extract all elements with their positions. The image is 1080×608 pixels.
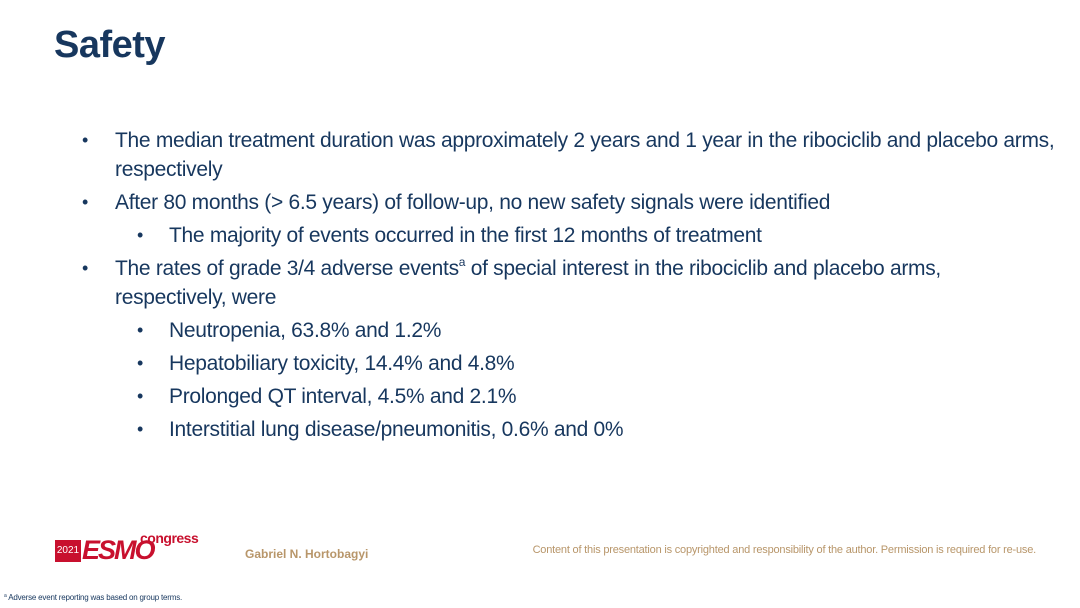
footnote-text: Adverse event reporting was based on group terms.	[8, 593, 183, 602]
bullet-text: After 80 months (> 6.5 years) of follow-up, no new safety signals were identified	[115, 191, 831, 214]
bullet-text-after: of special interest in the ribociclib and placebo arms,	[465, 257, 941, 280]
bullet-text: The majority of events occurred in the first 12 months of treatment	[169, 224, 762, 247]
bullet-marker: •	[82, 130, 89, 150]
esmo-congress-logo	[55, 530, 199, 567]
sub-bullet-hepatobiliary	[0, 349, 1060, 378]
bullet-text-continued: respectively	[115, 158, 223, 181]
bullet-follow-up	[0, 188, 1060, 217]
sub-bullet-first-12-months	[0, 221, 1060, 250]
bullet-text: Hepatobiliary toxicity, 14.4% and 4.8%	[169, 352, 515, 375]
bullet-marker: •	[137, 419, 144, 439]
bullet-text: The median treatment duration was approximately 2 years and 1 year in the ribociclib and placebo arms,	[115, 129, 1055, 152]
bullet-text: Prolonged QT interval, 4.5% and 2.1%	[169, 385, 517, 408]
sub-bullet-lung-disease	[0, 415, 1060, 444]
bullet-text: The rates of grade 3/4 adverse events	[115, 257, 459, 280]
logo-esmo: ESMO	[82, 535, 154, 565]
bullet-marker: •	[137, 225, 144, 245]
bullet-adverse-event-rates	[0, 254, 1060, 312]
bullet-text-continued: respectively, were	[115, 286, 277, 309]
bullet-marker: •	[82, 258, 89, 278]
bullet-text: Neutropenia, 63.8% and 1.2%	[169, 319, 442, 342]
sub-bullet-qt-interval	[0, 382, 1060, 411]
footnote-marker: a	[4, 593, 7, 599]
sub-bullet-neutropenia	[0, 316, 1060, 345]
bullet-text: Interstitial lung disease/pneumonitis, 0.6% and 0%	[169, 418, 624, 441]
presenter-name: Gabriel N. Hortobagyi	[245, 547, 369, 561]
bullet-marker: •	[137, 320, 144, 340]
bullet-marker: •	[137, 386, 144, 406]
bullet-list	[0, 126, 1060, 448]
bullet-marker: •	[82, 192, 89, 212]
slide-title: Safety	[54, 24, 166, 66]
logo-congress: congress	[140, 530, 199, 546]
footnote	[4, 593, 182, 602]
bullet-treatment-duration	[0, 126, 1060, 184]
copyright-notice: Content of this presentation is copyrighted and responsibility of the author. Permission is required for re-use.	[532, 544, 1036, 556]
logo-year: 2021	[55, 540, 81, 562]
footnote-marker: a	[458, 255, 466, 269]
bullet-marker: •	[137, 353, 144, 373]
